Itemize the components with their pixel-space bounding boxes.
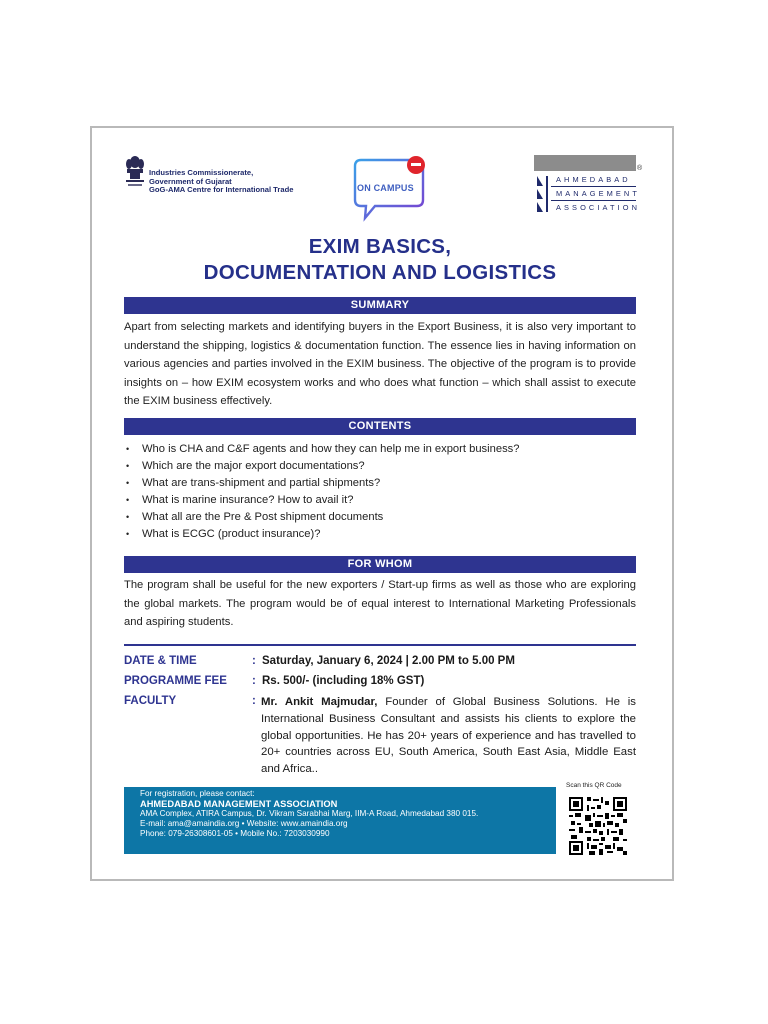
ama-line-management: MANAGEMENT (556, 189, 640, 198)
contact-intro: For registration, please contact: (140, 789, 255, 798)
faculty-description (261, 694, 636, 778)
page-title: EXIM BASICS, (308, 235, 452, 258)
ama-rule (551, 186, 636, 187)
date-time-value: Saturday, January 6, 2024 | 2.00 PM to 5.00 PM (262, 655, 515, 667)
page-title: DOCUMENTATION AND LOGISTICS (203, 261, 557, 284)
summary-text: Apart from selecting markets and identifying buyers in the Export Business, it is also very important to understand the shipping, logistics & documentation function. The essence lies in having information on various agencies and parties involved in the EXIM business. The objective of the program is to provide insights on – how EXIM ecosystem works and who does what function – which shall assist to execute the EXIM business effectively. (124, 321, 636, 408)
contact-phone: Phone: 079-26308601-05 • Mobile No.: 7203030990 (140, 829, 330, 838)
ama-line-ahmedabad: AHMEDABAD (556, 175, 631, 184)
national-emblem-icon (124, 155, 146, 189)
colon: : (252, 675, 256, 687)
programme-fee-value: Rs. 500/- (including 18% GST) (262, 675, 425, 687)
contact-box (124, 787, 556, 854)
contact-org: AHMEDABAD MANAGEMENT ASSOCIATION (140, 799, 338, 809)
section-heading-for-whom: FOR WHOM (124, 556, 636, 573)
new-badge-icon (407, 156, 425, 174)
ama-logo-bar (534, 155, 636, 171)
qr-code-icon[interactable] (567, 797, 629, 855)
ama-logo-icon (535, 174, 551, 214)
faculty-bio: Founder of Global Business Solutions. He is International Business Consultant and assists his clients to explore the global opportunities. He has 20+ years of experience and has travelled to 20+ countries across EU, South America, South East Asia, Middle East and Africa.. (261, 696, 636, 776)
faculty-label: FACULTY (124, 695, 177, 707)
section-heading-contents: CONTENTS (124, 418, 636, 435)
contact-address: AMA Complex, ATIRA Campus, Dr. Vikram Sarabhai Marg, IIM-A Road, Ahmedabad 380 015. (140, 809, 479, 818)
list-item: • What is marine insurance? How to avail it? (124, 492, 636, 509)
list-item: • What all are the Pre & Post shipment documents (124, 509, 636, 526)
list-item: • Who is CHA and C&F agents and how they can help me in export business? (124, 441, 636, 458)
registered-mark: ® (637, 165, 643, 172)
section-divider (124, 644, 636, 646)
qr-label: Scan this QR Code (566, 782, 622, 789)
gov-line: GoG-AMA Centre for International Trade (149, 185, 294, 195)
contact-email-website[interactable]: E-mail: ama@amaindia.org • Website: www.amaindia.org (140, 819, 348, 828)
programme-fee-label: PROGRAMME FEE (124, 675, 227, 687)
on-campus-label: ON CAMPUS (357, 183, 414, 193)
date-time-label: DATE & TIME (124, 655, 197, 667)
gov-line: Government of Gujarat (149, 176, 232, 186)
faculty-name: Mr. Ankit Majmudar, (261, 696, 378, 708)
gov-line: Industries Commissionerate, (149, 168, 254, 177)
for-whom-text: The program shall be useful for the new exporters / Start-up firms as well as those who are exploring the global markets. The program would be of equal interest to International Marketing Professionals and aspiring students. (124, 579, 636, 629)
gov-organization-text (149, 169, 293, 195)
section-heading-summary: SUMMARY (124, 297, 636, 314)
ama-line-association: ASSOCIATION (556, 203, 641, 212)
list-item: • What is ECGC (product insurance)? (124, 526, 636, 543)
colon: : (252, 695, 256, 707)
contents-list (124, 441, 636, 543)
list-item: • Which are the major export documentations? (124, 458, 636, 475)
colon: : (252, 655, 256, 667)
ama-rule (551, 200, 636, 201)
list-item: • What are trans-shipment and partial shipments? (124, 475, 636, 492)
